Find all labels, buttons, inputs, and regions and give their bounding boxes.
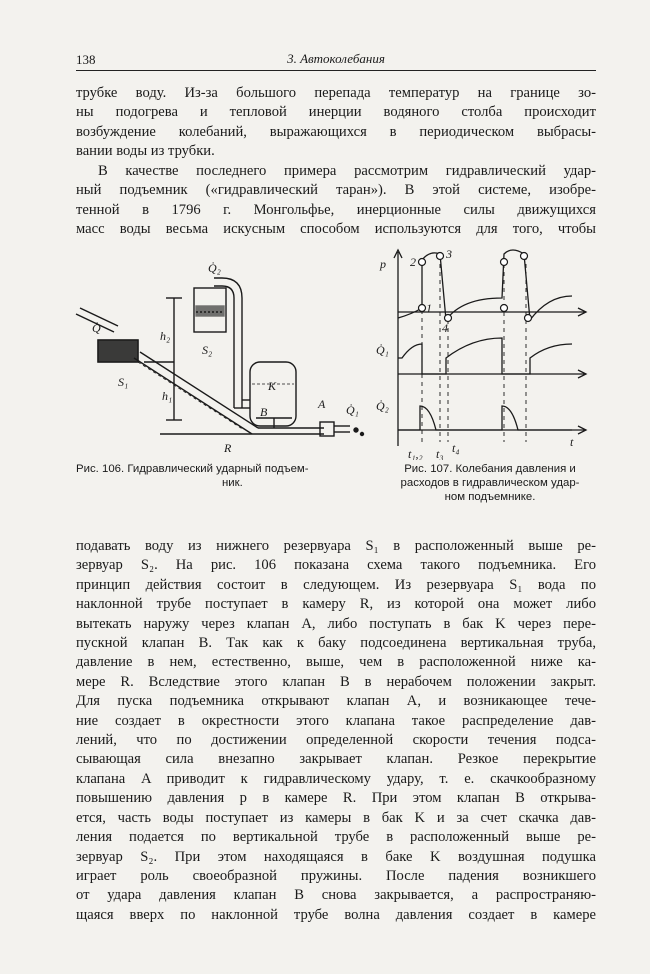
label-q: Q̇: [92, 321, 101, 335]
text-line: играет роль своеобразной пружины. После падения возникшего: [76, 867, 596, 884]
caption-line: ник.: [222, 477, 243, 489]
label-s2: S₂: [202, 343, 213, 357]
tick-label-t12: t₁,₂: [408, 447, 423, 460]
text-line: от удара давления клапан B снова закрывается, а распространяю-: [76, 887, 596, 904]
running-title: 3. Автоколебания: [287, 51, 385, 66]
text-line: вытекать наружу через клапан A, либо поступать в бак K через пере-: [76, 615, 596, 632]
text-line: В качестве последнего примера рассмотрим гидравлический удар-: [98, 163, 596, 179]
axis-label-q1: Q̇₁: [376, 343, 389, 357]
axis-label-t: t: [570, 435, 574, 449]
text-line: наклонной трубе поступает в камеру R, из которой она может либо: [76, 596, 596, 613]
caption-line: Рис. 106. Гидравлический ударный подъем-: [76, 463, 309, 475]
label-b: B: [260, 405, 268, 419]
text-line: зервуар S₂. При этом находящаяся в баке K воздушная подушка: [76, 848, 596, 865]
text-line: тенной в 1796 г. Монгольфье, инерционные силы движущихся: [76, 201, 596, 218]
label-q1: Q̇₁: [346, 403, 359, 417]
axis-label-p: p: [380, 257, 386, 271]
label-s1: S₁: [118, 375, 129, 389]
figure-106-hydraulic-ram-diagram: [74, 258, 374, 463]
caption-line: Рис. 107. Колебания давления и: [404, 463, 576, 475]
text-line: лений, что по достижении определенной скорости течения подса-: [76, 732, 596, 749]
label-k: K: [268, 379, 277, 393]
text-line: ления подается по вертикальной трубе в расположенный выше ре-: [76, 829, 596, 846]
text-line: щаяся вверх по наклонной трубе волна давления создает в камере: [76, 906, 596, 923]
tick-label-t4: t₄: [452, 441, 460, 455]
text-line: мере R. Вследствие этого клапан B в нерабочем положении закрыт.: [76, 673, 596, 690]
caption-line: ном подъемнике.: [444, 491, 536, 503]
point-label-4: 4: [442, 321, 448, 335]
running-header: [76, 50, 596, 71]
text-line: давление в нем, естественно, выше, чем в расположенной ниже ка-: [76, 654, 596, 671]
text-line: ны подогрева и тепловой инерции водяного столба происходит: [76, 104, 596, 121]
point-label-3: 3: [446, 247, 452, 261]
text-line: повышению давления p в камере R. При этом клапан B открыва-: [76, 790, 596, 807]
text-line: ный подъемник («гидравлический таран»). В этой системе, изобре-: [76, 182, 596, 199]
page-number: 138: [76, 52, 96, 67]
paragraph-1: [76, 84, 596, 162]
caption-line: расходов в гидравлическом удар-: [400, 477, 580, 489]
paragraph-3: [76, 537, 596, 925]
text-line: Для пуска подъемника открывают клапан A, и возникающее тече-: [76, 693, 596, 710]
text-line: зервуар S₂. На рис. 106 показана схема такого подъемника. Его: [76, 557, 596, 574]
text-line: принцип действия состоит в следующем. Из резервуара S₁ вода по: [76, 576, 596, 593]
axis-label-q2: Q̇₂: [376, 399, 389, 413]
figure-107-oscillation-plots: [372, 246, 598, 460]
tick-label-t3: t₃: [436, 447, 444, 460]
text-line: трубке воду. Из-за большого перепада температур на границе зо-: [76, 85, 596, 101]
text-line: подавать воду из нижнего резервуара S₁ в расположенный выше ре-: [76, 538, 596, 554]
figure-106-caption: [76, 462, 366, 490]
point-label-2: 2: [410, 255, 416, 269]
point-label-1: 1: [426, 301, 432, 315]
text-line: возбуждение колебаний, выражающихся в периодическом выбрасы-: [76, 123, 596, 140]
label-q2: Q̇₂: [208, 261, 221, 275]
label-h1: h₁: [162, 389, 173, 403]
text-line: сывающая сила внезапно закрывает клапан. Резкое перекрытие: [76, 751, 596, 768]
paragraph-2: [76, 162, 596, 240]
text-line: пускной клапан B. Так как к баку подсоединена вертикальная труба,: [76, 635, 596, 652]
text-line: масс воды весьма искусным способом используются для того, чтобы: [76, 221, 596, 238]
figure-107-caption: [382, 462, 598, 504]
label-r: R: [224, 441, 232, 455]
text-line: клапана A приводит к гидравлическому удару, т. е. скачкообразному: [76, 770, 596, 787]
text-line: ется, часть воды поступает из камеры в бак K и за счет скачка дав-: [76, 809, 596, 826]
label-h2: h₂: [160, 329, 171, 343]
text-line: вании воды из трубки.: [76, 143, 215, 160]
text-line: ние создает в окрестности этого клапана такое распределение дав-: [76, 712, 596, 729]
label-a: A: [318, 397, 326, 411]
